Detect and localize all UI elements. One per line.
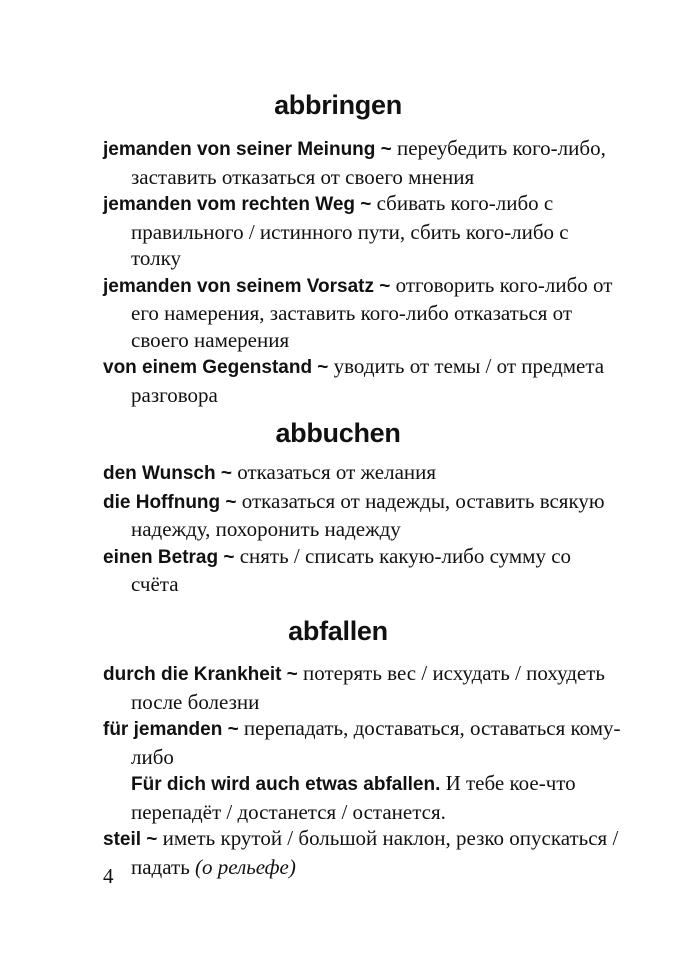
dictionary-entry <box>103 190 623 272</box>
dictionary-entry <box>103 272 623 354</box>
tilde-symbol: ~ <box>223 546 235 568</box>
entry-phrase: jemanden vom rechten Weg <box>103 194 355 215</box>
tilde-symbol: ~ <box>146 829 158 850</box>
headword-abbringen: abbringen <box>274 90 402 120</box>
tilde-symbol: ~ <box>380 139 392 160</box>
page-number: 4 <box>103 864 114 888</box>
tilde-symbol: ~ <box>379 275 391 297</box>
tilde-symbol: ~ <box>317 357 329 378</box>
entry-phrase: von einem Gegenstand <box>103 357 313 378</box>
example-translation: И тебе кое-что перепадёт / достанется / останется. <box>131 771 576 824</box>
example-german: Für dich wird auch etwas abfallen. <box>131 774 441 795</box>
dictionary-entry <box>103 543 623 598</box>
entry-translation: переубедить кого-либо, заставить отказаться от своего мнения <box>131 136 606 189</box>
entries-abfallen <box>103 660 623 880</box>
tilde-symbol: ~ <box>360 194 372 215</box>
dictionary-entry <box>103 715 623 770</box>
dictionary-entry <box>103 825 623 880</box>
headword-abbuchen: abbuchen <box>275 418 401 448</box>
headword-abfallen: abfallen <box>288 616 388 646</box>
dictionary-entry <box>103 459 623 488</box>
entry-translation: иметь крутой / большой наклон, резко опускаться / падать <box>131 826 619 879</box>
dictionary-entry <box>103 660 623 715</box>
dictionary-entry <box>103 353 623 408</box>
entry-translation: отказаться от желания <box>237 460 437 484</box>
tilde-symbol: ~ <box>225 491 237 513</box>
entry-phrase: jemanden von seiner Meinung <box>103 139 376 160</box>
entries-abbringen <box>103 135 623 408</box>
entry-phrase: die Hoffnung <box>103 491 221 513</box>
entry-translation: отговорить кого-либо от его намерения, заставить кого-либо отказаться от своего намерения <box>131 272 613 352</box>
entry-translation: потерять вес / исхудать / похудеть после болезни <box>131 661 606 714</box>
entry-translation: сбивать кого-либо с правильного / истинного пути, сбить кого-либо с толку <box>131 191 569 270</box>
entry-phrase: für jemanden <box>103 719 223 740</box>
entry-translation: уводить от темы / от предмета разговора <box>131 354 605 407</box>
entry-translation: снять / списать какую-либо сумму со счёта <box>131 543 572 596</box>
entry-phrase: jemanden von seinem Vorsatz <box>103 275 375 297</box>
dictionary-entry <box>103 135 623 190</box>
entries-abbuchen <box>103 459 623 598</box>
entry-note: (о рельефе) <box>195 854 296 879</box>
entry-phrase: durch die Krankheit <box>103 664 282 685</box>
tilde-symbol: ~ <box>286 664 298 685</box>
usage-example <box>103 770 623 825</box>
entry-phrase: den Wunsch <box>103 463 216 484</box>
tilde-symbol: ~ <box>227 719 239 740</box>
dictionary-entry <box>103 488 623 543</box>
tilde-symbol: ~ <box>220 463 232 484</box>
entry-phrase: steil <box>103 829 142 850</box>
entry-phrase: einen Betrag <box>103 546 219 568</box>
entry-translation: отказаться от надежды, оставить всякую надежду, похоронить надежду <box>131 488 605 541</box>
entry-translation: перепадать, доставаться, оставаться кому-либо <box>131 716 621 769</box>
